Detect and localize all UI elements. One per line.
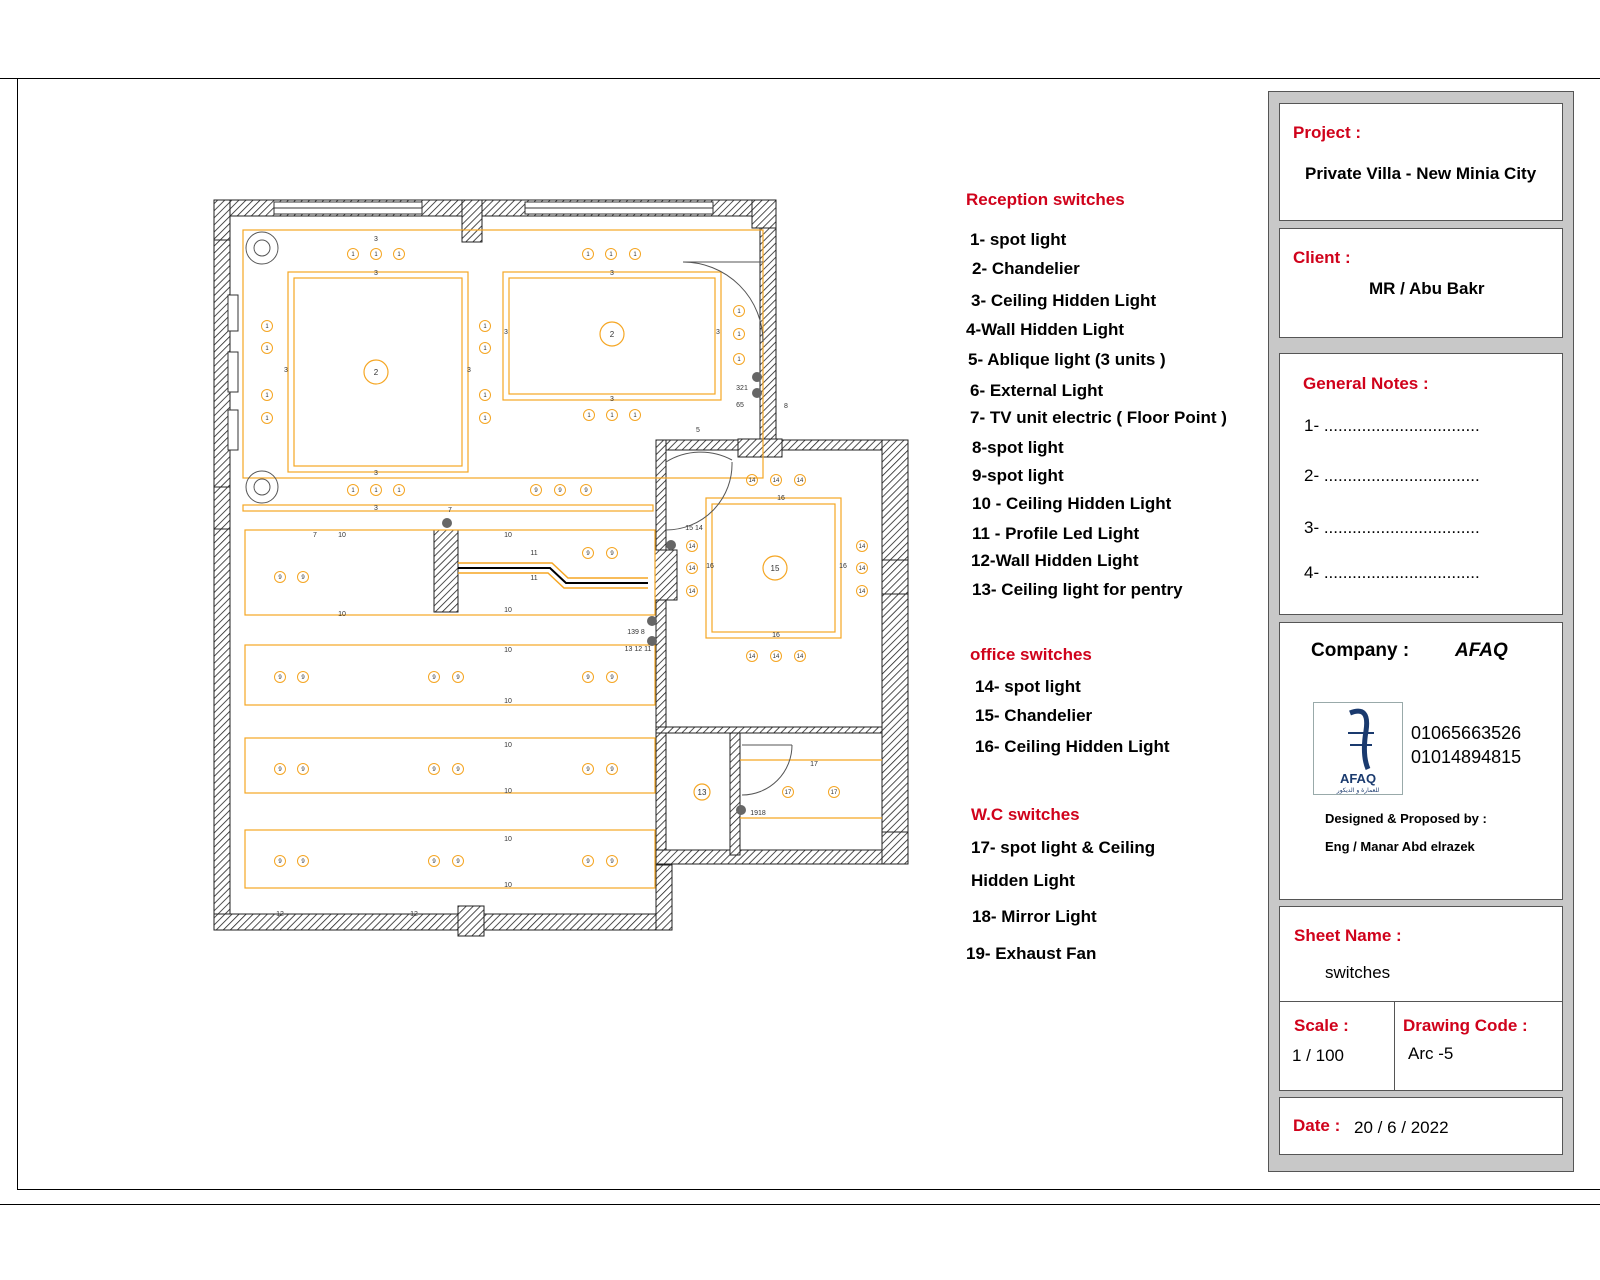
spot-light-label: 1	[483, 393, 487, 399]
spot-light-label: 9	[278, 859, 282, 865]
spot-light-label: 14	[858, 544, 866, 550]
spot-light-label: 14	[748, 478, 756, 484]
reception-legend-item: 10 - Ceiling Hidden Light	[972, 494, 1172, 513]
spot-light-label: 1	[586, 252, 590, 258]
company-label: Company :	[1311, 640, 1410, 661]
reception-legend-item: 7- TV unit electric ( Floor Point )	[970, 408, 1227, 427]
spot-light-label: 9	[278, 675, 282, 681]
svg-text:16: 16	[706, 563, 714, 570]
svg-text:16: 16	[777, 495, 785, 502]
spot-light-label: 1	[737, 309, 741, 315]
wc-legend-item: Hidden Light	[971, 871, 1075, 890]
reception-legend-item: 11 - Profile Led Light	[972, 524, 1140, 543]
spot-light-label: 14	[796, 478, 804, 484]
label-chandelier-15: 15	[770, 564, 780, 573]
spot-light-label: 9	[432, 767, 436, 773]
date-value: 20 / 6 / 2022	[1354, 1118, 1449, 1137]
spot-light-label: 9	[584, 488, 588, 494]
phone-2: 01014894815	[1411, 747, 1522, 767]
phone-1: 01065663526	[1411, 723, 1522, 743]
label-chandelier-2: 2	[609, 330, 615, 339]
spot-light-label: 1	[483, 324, 487, 330]
spot-light-label: 1	[737, 332, 741, 338]
code-value: Arc -5	[1408, 1044, 1454, 1063]
reception-legend-item: 5- Ablique light (3 units )	[968, 350, 1166, 369]
reception-legend-item: 13- Ceiling light for pentry	[972, 580, 1183, 599]
company-value: AFAQ	[1455, 640, 1508, 661]
spot-light-label: 9	[301, 767, 305, 773]
label-chandelier-1: 2	[373, 368, 379, 377]
plant-icon	[246, 232, 278, 503]
svg-text:17: 17	[810, 761, 818, 768]
spot-light-label: 9	[456, 767, 460, 773]
reception-legend-item: 9-spot light	[972, 466, 1064, 485]
wc-legend-item: 19- Exhaust Fan	[966, 944, 1097, 963]
svg-text:16: 16	[839, 563, 847, 570]
svg-text:13 12 11: 13 12 11	[624, 646, 652, 653]
spot-light-label: 9	[278, 767, 282, 773]
spot-light-label: 14	[772, 478, 780, 484]
spot-light-label: 9	[301, 675, 305, 681]
reception-legend-item: 4-Wall Hidden Light	[966, 320, 1125, 339]
code-label: Drawing Code :	[1403, 1016, 1528, 1035]
spot-light-label: 1	[351, 252, 355, 258]
spot-light-label: 1	[265, 393, 269, 399]
spot-light-label: 17	[784, 790, 792, 796]
spot-light-label: 1	[587, 413, 591, 419]
spot-light-label: 9	[301, 859, 305, 865]
svg-text:11: 11	[530, 550, 538, 557]
svg-text:11: 11	[530, 575, 538, 582]
spot-light-label: 9	[610, 675, 614, 681]
svg-text:10: 10	[338, 532, 346, 539]
svg-text:3: 3	[374, 505, 378, 512]
svg-text:3: 3	[716, 329, 720, 336]
project-cell	[1279, 103, 1563, 221]
svg-text:3: 3	[374, 236, 378, 243]
spot-light-label: 9	[432, 675, 436, 681]
note-1: 1- .................................	[1304, 416, 1480, 435]
spot-light-label: 1	[397, 252, 401, 258]
spot-light-label: 9	[586, 551, 590, 557]
note-3: 3- .................................	[1304, 518, 1480, 537]
project-value: Private Villa - New Minia City	[1305, 164, 1537, 183]
scale-label: Scale :	[1294, 1016, 1349, 1035]
svg-text:10: 10	[338, 611, 346, 618]
svg-text:12: 12	[276, 911, 284, 918]
svg-text:15 14: 15 14	[685, 525, 703, 532]
wc-legend-item: 18- Mirror Light	[972, 907, 1097, 926]
reception-title: Reception switches	[966, 190, 1125, 209]
svg-text:3: 3	[374, 470, 378, 477]
spot-light-label: 9	[432, 859, 436, 865]
svg-text:3: 3	[374, 270, 378, 277]
designer-name: Eng / Manar Abd elrazek	[1325, 839, 1475, 854]
svg-text:للعمارة و الديكور: للعمارة و الديكور	[1336, 787, 1380, 794]
spot-light-label: 14	[858, 566, 866, 572]
svg-text:10: 10	[504, 607, 512, 614]
scale-value: 1 / 100	[1292, 1046, 1344, 1065]
spot-light-label: 1	[265, 416, 269, 422]
spot-light-label: 14	[796, 654, 804, 660]
spot-light-label: 14	[688, 544, 696, 550]
spot-light-label: 9	[586, 767, 590, 773]
reception-legend-item: 6- External Light	[970, 381, 1104, 400]
spot-light-label: 1	[265, 346, 269, 352]
spot-light-label: 9	[534, 488, 538, 494]
svg-text:139 8: 139 8	[627, 629, 645, 636]
svg-text:12: 12	[410, 911, 418, 918]
spot-light-label: 9	[586, 675, 590, 681]
logo-mark-icon	[1314, 703, 1402, 794]
svg-text:5: 5	[696, 427, 700, 434]
svg-text:3: 3	[504, 329, 508, 336]
designed-label: Designed & Proposed by :	[1325, 811, 1487, 826]
svg-text:3: 3	[467, 367, 471, 374]
office-legend-item: 15- Chandelier	[975, 706, 1093, 725]
svg-text:3: 3	[610, 270, 614, 277]
svg-text:AFAQ: AFAQ	[1339, 771, 1377, 786]
svg-text:10: 10	[504, 836, 512, 843]
spot-light-label: 9	[456, 859, 460, 865]
spot-light-label: 9	[610, 859, 614, 865]
svg-text:3: 3	[284, 367, 288, 374]
svg-text:10: 10	[504, 647, 512, 654]
spot-light-label: 1	[265, 324, 269, 330]
svg-text:1918: 1918	[750, 810, 766, 817]
spot-light-label: 1	[610, 413, 614, 419]
spot-light-label: 1	[397, 488, 401, 494]
spot-light-label: 1	[483, 416, 487, 422]
spot-light-label: 1	[351, 488, 355, 494]
spot-light-label: 14	[748, 654, 756, 660]
svg-text:321: 321	[736, 385, 748, 392]
spot-light-label: 1	[374, 488, 378, 494]
spot-light-label: 9	[610, 551, 614, 557]
profile-led	[458, 563, 648, 588]
svg-text:10: 10	[504, 532, 512, 539]
wc-title: W.C switches	[971, 805, 1080, 824]
label-pentry-13: 13	[697, 788, 707, 797]
project-label: Project :	[1293, 123, 1362, 142]
svg-text:10: 10	[504, 698, 512, 705]
reception-legend-item: 8-spot light	[972, 438, 1064, 457]
spot-light-label: 1	[633, 413, 637, 419]
client-value: MR / Abu Bakr	[1369, 279, 1485, 298]
spot-light-label: 1	[737, 357, 741, 363]
spot-light-label: 17	[830, 790, 838, 796]
spot-light-label: 14	[858, 589, 866, 595]
spot-light-label: 1	[374, 252, 378, 258]
svg-text:10: 10	[504, 882, 512, 889]
spot-light-label: 1	[609, 252, 613, 258]
notes-label: General Notes :	[1303, 374, 1429, 393]
walls	[214, 200, 908, 936]
spot-light-label: 9	[301, 575, 305, 581]
reception-legend-item: 2- Chandelier	[972, 259, 1080, 278]
spot-light-label: 9	[610, 767, 614, 773]
spot-light-label: 1	[483, 346, 487, 352]
company-logo	[1313, 702, 1403, 795]
spot-light-label: 9	[586, 859, 590, 865]
spot-light-label: 1	[633, 252, 637, 258]
sheet-cell	[1279, 906, 1563, 1002]
spot-light-label: 9	[278, 575, 282, 581]
note-2: 2- .................................	[1304, 466, 1480, 485]
svg-text:10: 10	[504, 788, 512, 795]
spot-light-label: 9	[456, 675, 460, 681]
reception-legend-item: 3- Ceiling Hidden Light	[971, 291, 1157, 310]
spot-light-label: 14	[688, 589, 696, 595]
sheet-value: switches	[1325, 963, 1391, 982]
spot-light-label: 14	[688, 566, 696, 572]
date-label: Date :	[1293, 1116, 1341, 1135]
spot-light-label: 14	[772, 654, 780, 660]
reception-legend-item: 12-Wall Hidden Light	[971, 551, 1139, 570]
svg-text:3: 3	[610, 396, 614, 403]
switch-points	[442, 372, 762, 815]
svg-text:7: 7	[448, 507, 452, 514]
svg-text:10: 10	[504, 742, 512, 749]
reception-legend-item: 1- spot light	[970, 230, 1067, 249]
svg-text:8: 8	[784, 403, 788, 410]
wc-legend-item: 17- spot light & Ceiling	[971, 838, 1156, 857]
spot-lights	[262, 249, 868, 867]
client-label: Client :	[1293, 248, 1351, 267]
sheet-label: Sheet Name :	[1294, 926, 1402, 945]
svg-text:65: 65	[736, 402, 744, 409]
note-4: 4- .................................	[1304, 563, 1480, 582]
office-title: office switches	[970, 645, 1092, 664]
office-legend-item: 16- Ceiling Hidden Light	[975, 737, 1170, 756]
svg-text:16: 16	[772, 632, 780, 639]
spot-light-label: 9	[558, 488, 562, 494]
svg-text:7: 7	[313, 532, 317, 539]
office-legend-item: 14- spot light	[975, 677, 1081, 696]
